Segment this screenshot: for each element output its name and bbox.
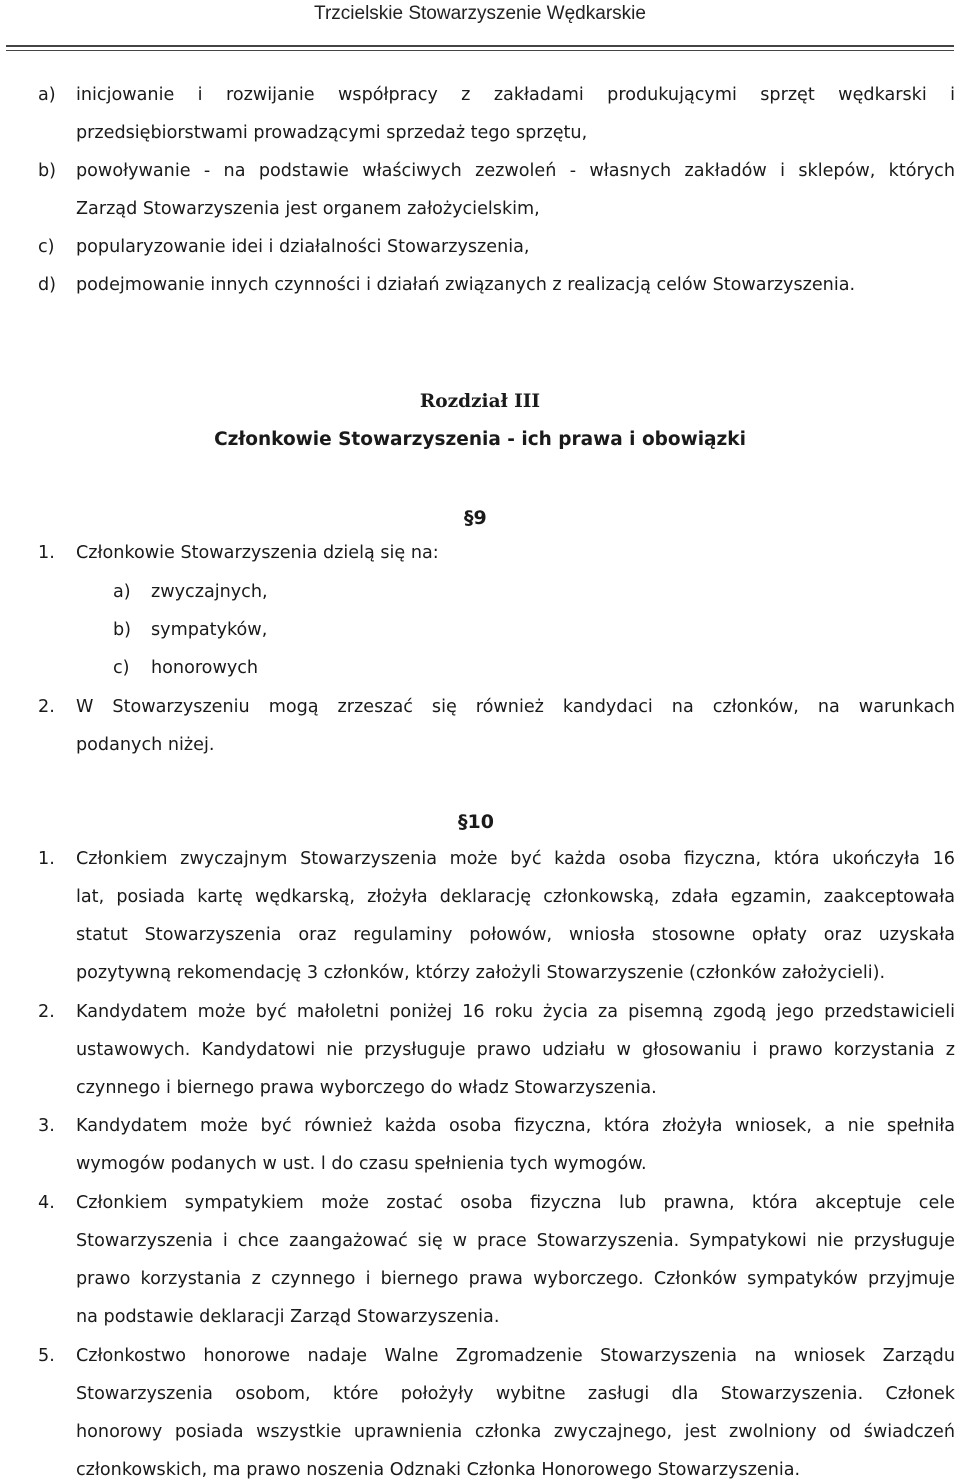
list-item-b-cont (0, 198, 960, 236)
member-type-a (0, 581, 960, 619)
list-item-c (0, 236, 960, 274)
list-marker: 2. (38, 1002, 55, 1022)
member-type-b (0, 619, 960, 657)
list-text-line: Stowarzyszenia i chce zaangażować się w prace Stowarzyszenia. Sympatykowi nie przysługuje (76, 1231, 955, 1251)
list-item-a-cont (0, 122, 960, 160)
section-number: 10 (467, 811, 494, 833)
list-text-line: członkowskich, ma prawo noszenia Odznaki Członka Honorowego Stowarzyszenia. (76, 1460, 801, 1480)
list-marker: d) (38, 275, 57, 295)
list-marker: b) (38, 161, 57, 181)
list-text-line: sympatyków, (151, 620, 268, 640)
section10-item-2-cont (0, 1039, 960, 1077)
section10-item-4-cont (0, 1230, 960, 1268)
list-marker: c) (38, 237, 55, 257)
section-number: 9 (473, 507, 487, 529)
chapter-title: Członkowie Stowarzyszenia - ich prawa i obowiązki (214, 429, 746, 450)
section-heading-9 (464, 506, 487, 530)
section10-item-4-cont (0, 1268, 960, 1306)
section10-item-4-cont (0, 1306, 960, 1344)
list-text-line: podejmowanie innych czynności i działań związanych z realizacją celów Stowarzyszenia. (76, 275, 856, 295)
list-marker: 1. (38, 543, 55, 563)
section10-item-2 (0, 1001, 960, 1039)
section-sign: § (464, 507, 474, 529)
list-text-line: Stowarzyszenia osobom, które położyły wybitne zasługi dla Stowarzyszenia. Członek (76, 1384, 955, 1404)
section10-item-5 (0, 1345, 960, 1383)
section10-item-5-cont (0, 1421, 960, 1459)
list-text-line: prawo korzystania z czynnego i biernego prawa wyborczego. Członków sympatyków przyjmuje (76, 1269, 955, 1289)
section-heading-10 (458, 810, 494, 834)
list-text-line: wymogów podanych w ust. l do czasu spełnienia tych wymogów. (76, 1154, 647, 1174)
list-text-line: zwyczajnych, (151, 582, 268, 602)
header-rule-thin (6, 50, 954, 51)
list-text-line: przedsiębiorstwami prowadzącymi sprzedaż tego sprzętu, (76, 123, 588, 143)
list-text-line: podanych niżej. (76, 735, 215, 755)
list-text-line: Kandydatem może być małoletni poniżej 16 roku życia za pisemną zgodą jego przedstawicieli (76, 1002, 955, 1022)
list-marker: c) (113, 658, 130, 678)
list-text-line: Zarząd Stowarzyszenia jest organem założycielskim, (76, 199, 540, 219)
list-text-line: Kandydatem może być również każda osoba fizyczna, która złożyła wniosek, a nie spełniła (76, 1116, 955, 1136)
list-text-line: Członkostwo honorowe nadaje Walne Zgromadzenie Stowarzyszenia na wniosek Zarządu (76, 1346, 955, 1366)
section10-item-4 (0, 1192, 960, 1230)
section10-item-5-cont (0, 1383, 960, 1421)
section10-item-3 (0, 1115, 960, 1153)
list-marker: 5. (38, 1346, 55, 1366)
list-text-line: honorowy posiada wszystkie uprawnienia członka zwyczajnego, jest zwolniony od świadczeń (76, 1422, 955, 1442)
list-text-line: honorowych (151, 658, 259, 678)
list-text-line: Członkiem sympatykiem może zostać osoba fizyczna lub prawna, która akceptuje cele (76, 1193, 955, 1213)
section10-item-3-cont (0, 1153, 960, 1191)
list-text-line: powoływanie - na podstawie właściwych zezwoleń - własnych zakładów i sklepów, których (76, 161, 955, 181)
list-marker: a) (38, 85, 56, 105)
list-text-line: inicjowanie i rozwijanie współpracy z zakładami produkującymi sprzęt wędkarski i (76, 85, 955, 105)
list-marker: 4. (38, 1193, 55, 1213)
list-item-d (0, 274, 960, 312)
list-text-line: na podstawie deklaracji Zarząd Stowarzyszenia. (76, 1307, 500, 1327)
list-marker: 2. (38, 697, 55, 717)
list-text-line: statut Stowarzyszenia oraz regulaminy połowów, wniosła stosowne opłaty oraz uzyskała (76, 925, 955, 945)
header-title: Trzcielskie Stowarzyszenie Wędkarskie (314, 3, 646, 24)
list-text-line: czynnego i biernego prawa wyborczego do władz Stowarzyszenia. (76, 1078, 657, 1098)
list-item-b (0, 160, 960, 198)
list-text-line: Członkowie Stowarzyszenia dzielą się na: (76, 543, 439, 563)
list-marker: b) (113, 620, 132, 640)
list-text-line: Członkiem zwyczajnym Stowarzyszenia może być każda osoba fizyczna, która ukończyła 16 (76, 849, 955, 869)
member-type-c (0, 657, 960, 695)
section10-item-2-cont (0, 1077, 960, 1115)
list-marker: 1. (38, 849, 55, 869)
section10-item-1 (0, 848, 960, 886)
section10-item-1-cont (0, 962, 960, 1000)
list-marker: a) (113, 582, 131, 602)
header-rule (6, 45, 954, 47)
page-header (0, 0, 960, 44)
section10-item-5-cont (0, 1459, 960, 1483)
list-text-line: pozytywną rekomendację 3 członków, którzy założyli Stowarzyszenie (członków założycieli). (76, 963, 886, 983)
chapter-number: Rozdział III (419, 391, 541, 412)
list-text-line: popularyzowanie idei i działalności Stowarzyszenia, (76, 237, 530, 257)
section9-item-2 (0, 696, 960, 734)
list-marker: 3. (38, 1116, 55, 1136)
list-text-line: ustawowych. Kandydatowi nie przysługuje prawo udziału w głosowaniu i prawo korzystania z (76, 1040, 955, 1060)
list-text-line: lat, posiada kartę wędkarską, złożyła deklarację członkowską, zdała egzamin, zaakceptowała (76, 887, 955, 907)
section10-item-1-cont (0, 924, 960, 962)
section10-item-1-cont (0, 886, 960, 924)
section-sign: § (458, 811, 468, 833)
section9-item-2-cont (0, 734, 960, 772)
section9-item-1 (0, 542, 960, 580)
list-item-a (0, 84, 960, 122)
list-text-line: W Stowarzyszeniu mogą zrzeszać się również kandydaci na członków, na warunkach (76, 697, 955, 717)
